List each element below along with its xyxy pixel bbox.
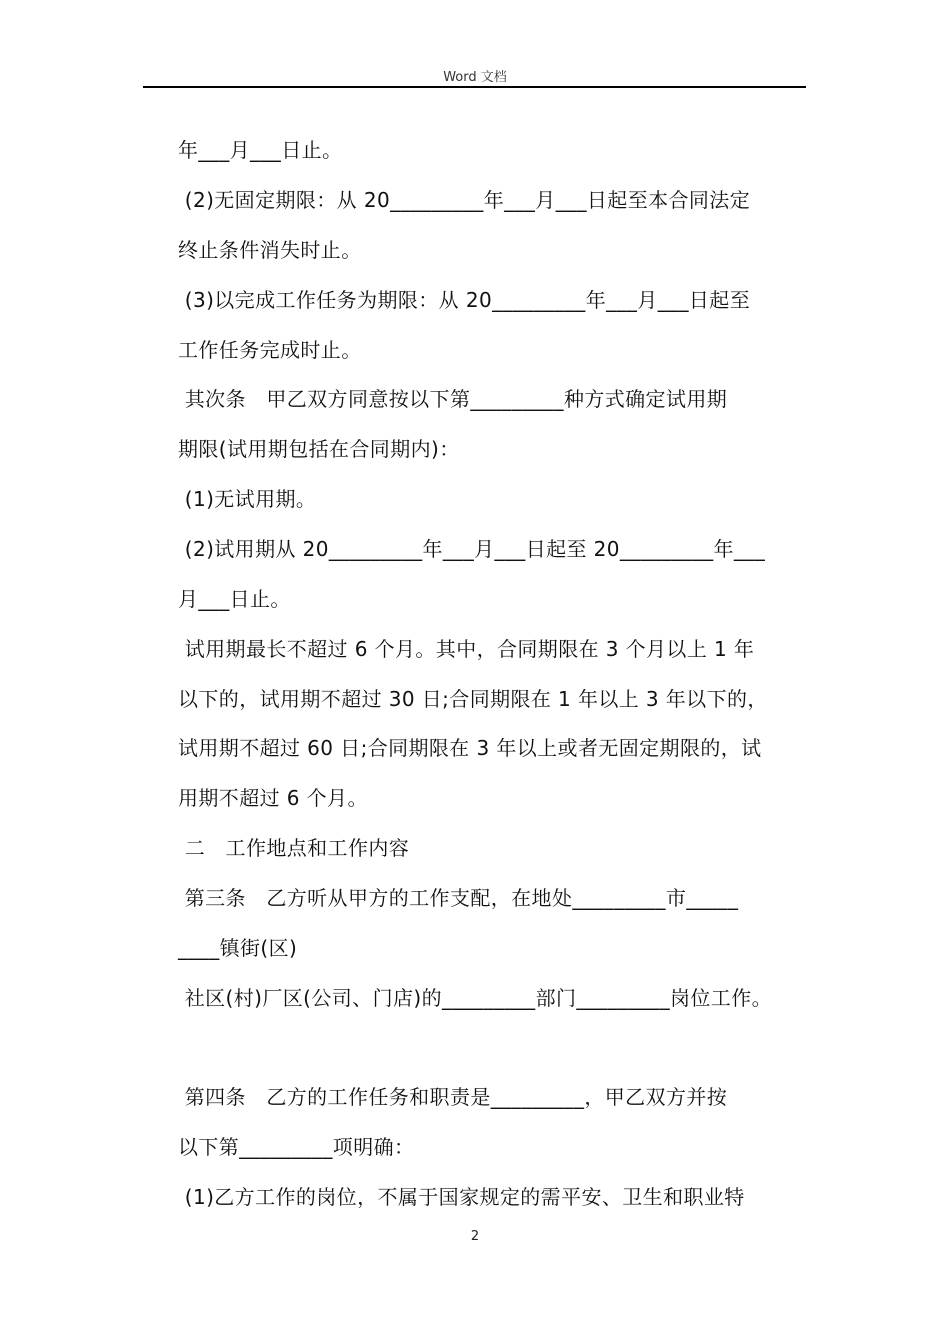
- body-line: ____镇街(区): [178, 936, 298, 960]
- body-line: (2)试用期从 20_________年___月___日起至 20_________年___: [178, 537, 766, 561]
- body-line: (1)无试用期。: [178, 487, 317, 511]
- body-line: (3)以完成工作任务为期限：从 20_________年___月___日起至: [178, 288, 751, 312]
- body-line: 以下第_________项明确：: [178, 1135, 415, 1159]
- body-line: (1)乙方工作的岗位，不属于国家规定的需平安、卫生和职业特: [178, 1185, 745, 1209]
- body-line: 试用期最长不超过 6 个月。其中，合同期限在 3 个月以上 1 年: [178, 637, 755, 661]
- body-line: 以下的，试用期不超过 30 日;合同期限在 1 年以上 3 年以下的，: [178, 687, 768, 711]
- body-line: 其次条 甲乙双方同意按以下第_________种方式确定试用期: [178, 387, 728, 411]
- body-line: 期限(试用期包括在合同期内)：: [178, 437, 460, 461]
- body-line: 试用期不超过 60 日;合同期限在 3 年以上或者无固定期限的，试: [178, 736, 762, 760]
- body-line: 工作任务完成时止。: [178, 338, 362, 362]
- body-line: 第三条 乙方听从甲方的工作支配，在地处_________市_____: [178, 886, 739, 910]
- body-line: (2)无固定期限：从 20_________年___月___日起至本合同法定: [178, 188, 751, 212]
- body-line: 第四条 乙方的工作任务和职责是_________，甲乙双方并按: [178, 1085, 728, 1109]
- page-header: Word 文档: [443, 70, 507, 85]
- body-line: 年___月___日止。: [178, 138, 343, 162]
- body-line: 用期不超过 6 个月。: [178, 786, 368, 810]
- body-line: 终止条件消失时止。: [178, 238, 362, 262]
- page-number: 2: [470, 1229, 480, 1244]
- section-heading: 二 工作地点和工作内容: [178, 836, 410, 860]
- body-line: 月___日止。: [178, 587, 291, 611]
- header-divider: [143, 86, 806, 88]
- body-line: 社区(村)厂区(公司、门店)的_________部门_________岗位工作。: [178, 986, 772, 1010]
